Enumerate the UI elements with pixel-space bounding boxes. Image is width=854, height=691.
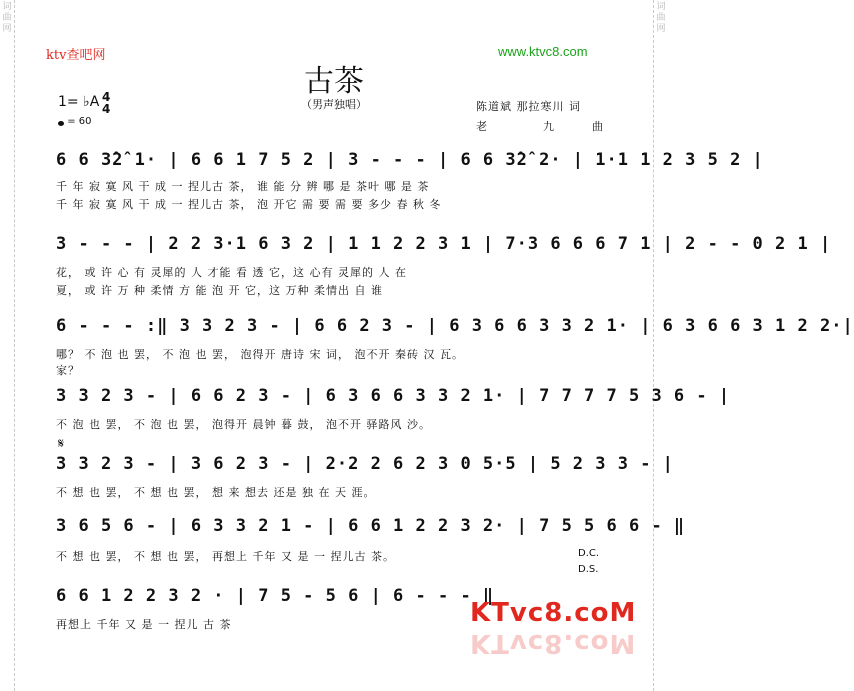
song-subtitle: （男声独唱） [301,98,367,111]
lyric-verse-1: 不 泡 也 罢， 不 泡 也 罢， 泡得开 晨钟 暮 鼓， 泡不开 驿路风 沙。 [56,418,431,431]
time-signature [102,91,110,115]
site-watermark-right: www.ktvc8.com [498,44,588,59]
notation: 3 - - - | 2 2 3·1 6 3 2 | 1 1 2 2 3 1 | 7·3 6 6 6 7 1 | 2 - - 0 2 1 | [56,234,832,254]
right-margin-watermark: 词曲网 [653,0,668,691]
notation: 6 6 3̂2̂ 1· | 6 6 1 7 5 2 | 3 - - - | 6 6 3̂2̂ 2· | 1·1 1 2 3 5 2 | [56,150,764,170]
lyric-verse-1: 再想上 千年 又 是 一 捏儿 古 茶 [56,618,232,631]
notation: 6 - - - :‖ 3 3 2 3 - | 6 6 2 3 - | 6 3 6 6 3 3 2 1· | 6 3 6 6 3 1 2 2·| [56,316,854,336]
notation: 3 3 2 3 - | 3 6 2 3 - | 2·2 2 6 2 3 0 5·5 | 5 2 3 3 - | [56,454,674,474]
lyric-verse-1: 不 想 也 罢， 不 想 也 罢， 再想上 千年 又 是 一 捏儿古 茶。 [56,550,395,563]
segno-sign: 𝄋 [58,436,65,452]
dal-segno-mark: D.S. [578,564,599,575]
quarter-note-icon [58,121,64,126]
da-capo-mark: D.C. [578,548,600,559]
notation: 3 6 5 6 - | 6 3 3 2 1 - | 6 6 1 2 2 3 2· | 7 5 5 6 6 - ‖ [56,516,686,536]
lyric-verse-1: 不 想 也 罢， 不 想 也 罢， 想 来 想去 还是 独 在 天 涯。 [56,486,376,499]
lyric-verse-2: 千 年 寂 寞 风 干 成 一 捏儿古 茶， 泡 开它 需 要 需 要 多少 春 秋 冬 [56,198,442,211]
lyric-verse-1: 花， 或 许 心 有 灵犀的 人 才能 看 透 它，这 心有 灵犀的 人 在 [56,266,407,279]
ktvc8-logo [470,598,637,680]
lyric-verse-2: 家？ [56,364,80,377]
site-watermark-left: ktv查吧网 [46,48,106,63]
lyric-verse-1: 千 年 寂 寞 风 干 成 一 捏儿古 茶， 谁 能 分 辨 哪 是 茶叶 哪 是 茶 [56,180,430,193]
notation: 6 6 1 2 2 3 2 · | 7 5 - 5 6 | 6 - - - ‖ [56,586,495,606]
logo-text: KTvc8.coM [470,598,637,628]
time-signature-top: 4 [102,90,111,104]
key-signature: 1= ♭A [58,94,100,110]
time-signature-bottom: 4 [102,102,111,116]
lyric-verse-1: 哪？ 不 泡 也 罢， 不 泡 也 罢， 泡得开 唐诗 宋 词， 泡不开 秦砖 汉 瓦。 [56,348,464,361]
composer-credit: 老 九 曲 [476,120,603,133]
left-margin-watermark: 词曲网 [0,0,15,691]
lyricist-credit: 陈道斌 那拉寒川 词 [476,100,581,113]
lyric-verse-2: 夏， 或 许 万 种 柔情 方 能 泡 开 它，这 万种 柔情出 自 谁 [56,284,383,297]
song-title: 古茶 [304,64,364,99]
logo-reflection: KTvc8.coM [470,628,637,658]
tempo-marking: = 60 [58,116,91,127]
notation: 3 3 2 3 - | 6 6 2 3 - | 6 3 6 6 3 3 2 1· | 7 7 7 7 5 3 6 - | [56,386,731,406]
